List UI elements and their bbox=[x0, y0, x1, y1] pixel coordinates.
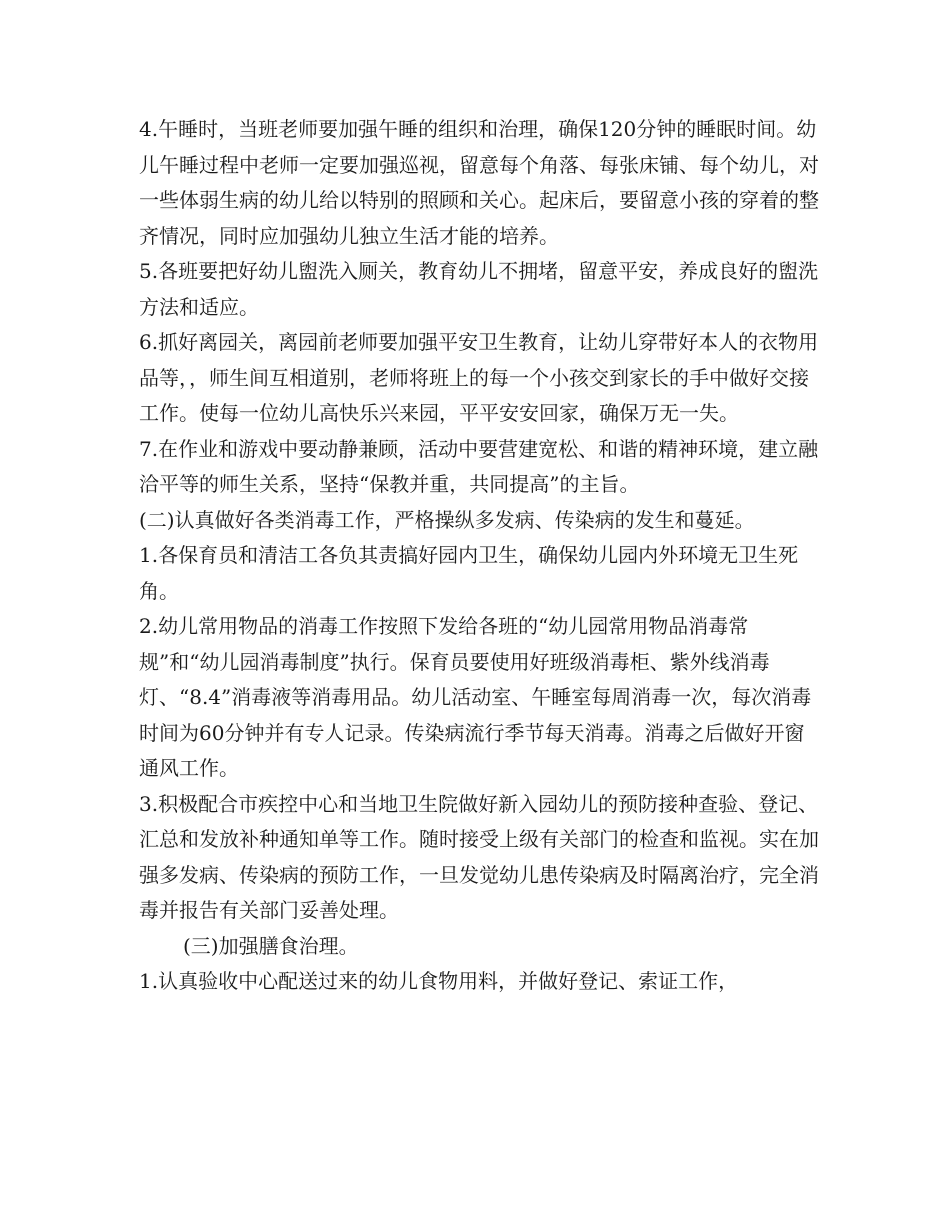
paragraph-leaving-kindergarten: 6.抓好离园关，离园前老师要加强平安卫生教育，让幼儿穿带好本人的衣物用品等，，师生间互相道别，老师将班上的每一个小孩交到家长的手中做好交接工作。使每一位幼儿高快乐兴来园，平平安安回家，确保万无一失。 bbox=[139, 330, 819, 425]
section-heading-meal-management: (三)加强膳食治理。 bbox=[183, 933, 359, 958]
paragraph-vaccination-prevention: 3.积极配合市疾控中心和当地卫生院做好新入园幼儿的预防接种查验、登记、汇总和发放补种通知单等工作。随时接受上级有关部门的检查和监视。实在加强多发病、传染病的预防工作，一旦发觉幼儿患传染病及时隔离治疗，完全消毒并报告有关部门妥善处理。 bbox=[139, 791, 819, 922]
paragraph-hygiene-duty: 1.各保育员和清洁工各负其责搞好园内卫生，确保幼儿园内外环境无卫生死角。 bbox=[139, 543, 799, 603]
document-body bbox=[139, 112, 819, 1000]
section-heading-disinfection: (二)认真做好各类消毒工作，严格操纵多发病、传染病的发生和蔓延。 bbox=[139, 507, 755, 532]
paragraph-washing-toilet: 5.各班要把好幼儿盥洗入厕关，教育幼儿不拥堵，留意平安，养成良好的盥洗方法和适应。 bbox=[139, 259, 819, 319]
paragraph-activities-games: 7.在作业和游戏中要动静兼顾，活动中要营建宽松、和谐的精神环境，建立融洽平等的师生关系，坚持“保教并重，共同提高”的主旨。 bbox=[139, 436, 819, 496]
paragraph-nap-time: 4.午睡时，当班老师要加强午睡的组织和治理，确保120分钟的睡眠时间。幼儿午睡过程中老师一定要加强巡视，留意每个角落、每张床铺、每个幼儿，对一些体弱生病的幼儿给以特别的照顾和关心。起床后，要留意小孩的穿着的整齐情况，同时应加强幼儿独立生活才能的培养。 bbox=[139, 117, 819, 248]
paragraph-food-inspection: 1.认真验收中心配送过来的幼儿食物用料，并做好登记、索证工作， bbox=[139, 969, 739, 993]
paragraph-disinfection-routine: 2.幼儿常用物品的消毒工作按照下发给各班的“幼儿园常用物品消毒常规”和“幼儿园消毒制度”执行。保育员要使用好班级消毒柜、紫外线消毒灯、“8.4”消毒液等消毒用品。幼儿活动室、午睡室每周消毒一次，每次消毒时间为60分钟并有专人记录。传染病流行季节每天消毒。消毒之后做好开窗通风工作。 bbox=[139, 614, 812, 780]
